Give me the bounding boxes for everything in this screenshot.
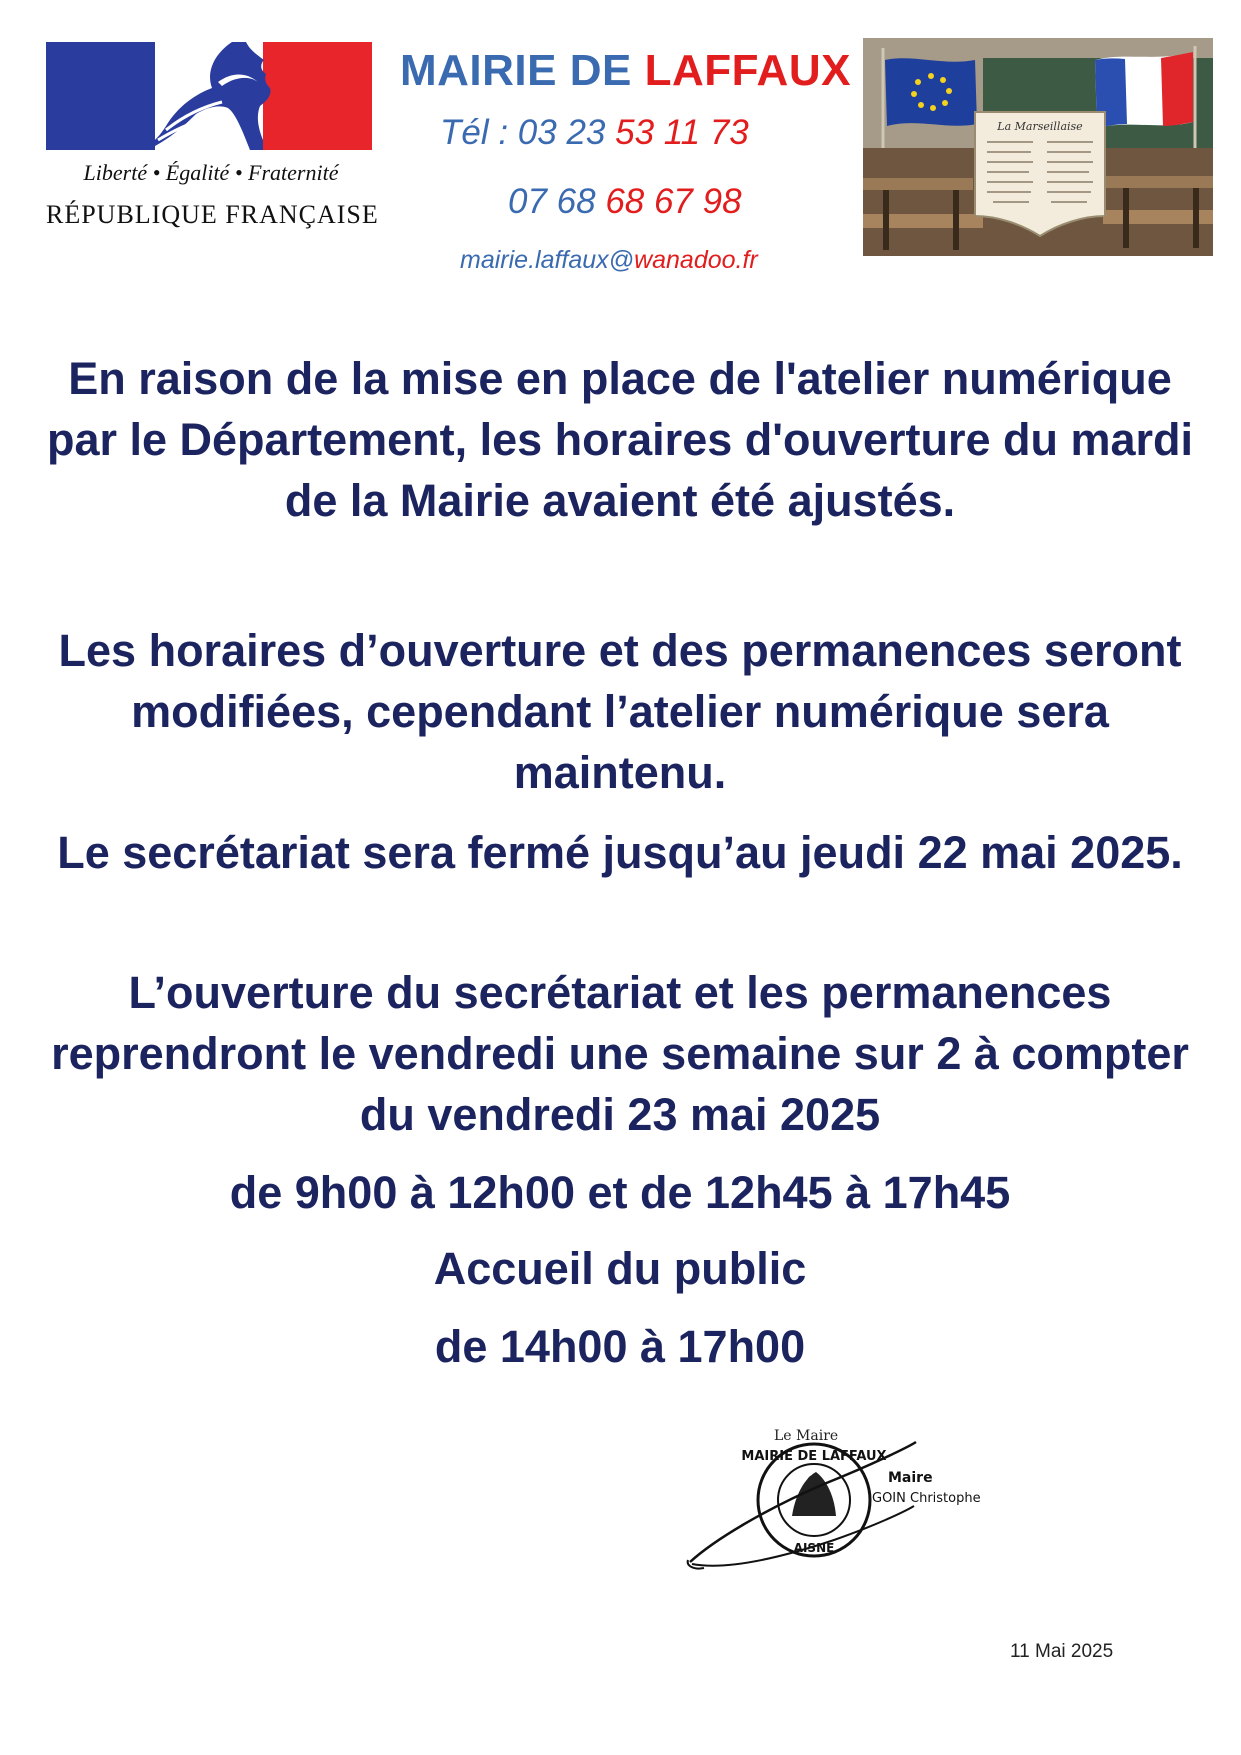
mayor-signature-stamp xyxy=(684,1420,1004,1590)
republic-name: RÉPUBLIQUE FRANÇAISE xyxy=(46,200,379,229)
notice-hours-secretariat: de 9h00 à 12h00 et de 12h45 à 17h45 xyxy=(229,1167,1011,1218)
stamp-top-text: MAIRIE DE LAFFAUX xyxy=(741,1449,887,1464)
republique-francaise-logo xyxy=(46,42,379,232)
notice-hours-public: de 14h00 à 17h00 xyxy=(434,1321,806,1372)
phone-landline-prefix: Tél : 03 23 xyxy=(440,113,616,152)
notice-paragraph-horaires: Les horaires d’ouverture et des permanences seront modifiées, cependant l’atelier numérique sera maintenu. xyxy=(58,625,1182,798)
email-address[interactable] xyxy=(460,246,758,275)
signature-title: Maire xyxy=(888,1470,933,1486)
mairie-title-prefix: MAIRIE DE xyxy=(400,46,645,95)
phone-landline-suffix: 53 11 73 xyxy=(615,113,749,152)
signature-name: GOIN Christophe xyxy=(872,1491,981,1506)
notice-paragraph-reouverture: L’ouverture du secrétariat et les permanences reprendront le vendredi une semaine sur 2 à compter du vendredi 23 mai 2025 xyxy=(51,967,1189,1140)
classroom-flags-image xyxy=(863,38,1213,256)
phone-mobile-prefix: 07 68 xyxy=(508,182,606,221)
mairie-title xyxy=(400,46,851,96)
signature-le-maire: Le Maire xyxy=(774,1428,839,1444)
notice-public-reception-heading: Accueil du public xyxy=(433,1243,807,1294)
notice-paragraph-atelier: En raison de la mise en place de l'atelier numérique par le Département, les horaires d'ouverture du mardi de la Mairie avaient été ajustés. xyxy=(46,353,1194,526)
poster-title: La Marseillaise xyxy=(997,120,1083,133)
stamp-bottom-text: AISNE xyxy=(793,1541,835,1555)
phone-landline[interactable] xyxy=(440,113,749,153)
phone-mobile[interactable] xyxy=(508,182,742,222)
phone-mobile-suffix: 68 67 98 xyxy=(605,182,742,221)
email-user: mairie.laffaux@ xyxy=(460,246,635,274)
marianne-flag-icon xyxy=(46,42,372,150)
notice-paragraph-fermeture: Le secrétariat sera fermé jusqu’au jeudi 22 mai 2025. xyxy=(57,827,1183,878)
email-domain: wanadoo.fr xyxy=(634,246,758,274)
mairie-title-town: LAFFAUX xyxy=(644,46,851,95)
republic-motto: Liberté • Égalité • Fraternité xyxy=(83,160,339,185)
document-date: 11 Mai 2025 xyxy=(1010,1641,1114,1662)
